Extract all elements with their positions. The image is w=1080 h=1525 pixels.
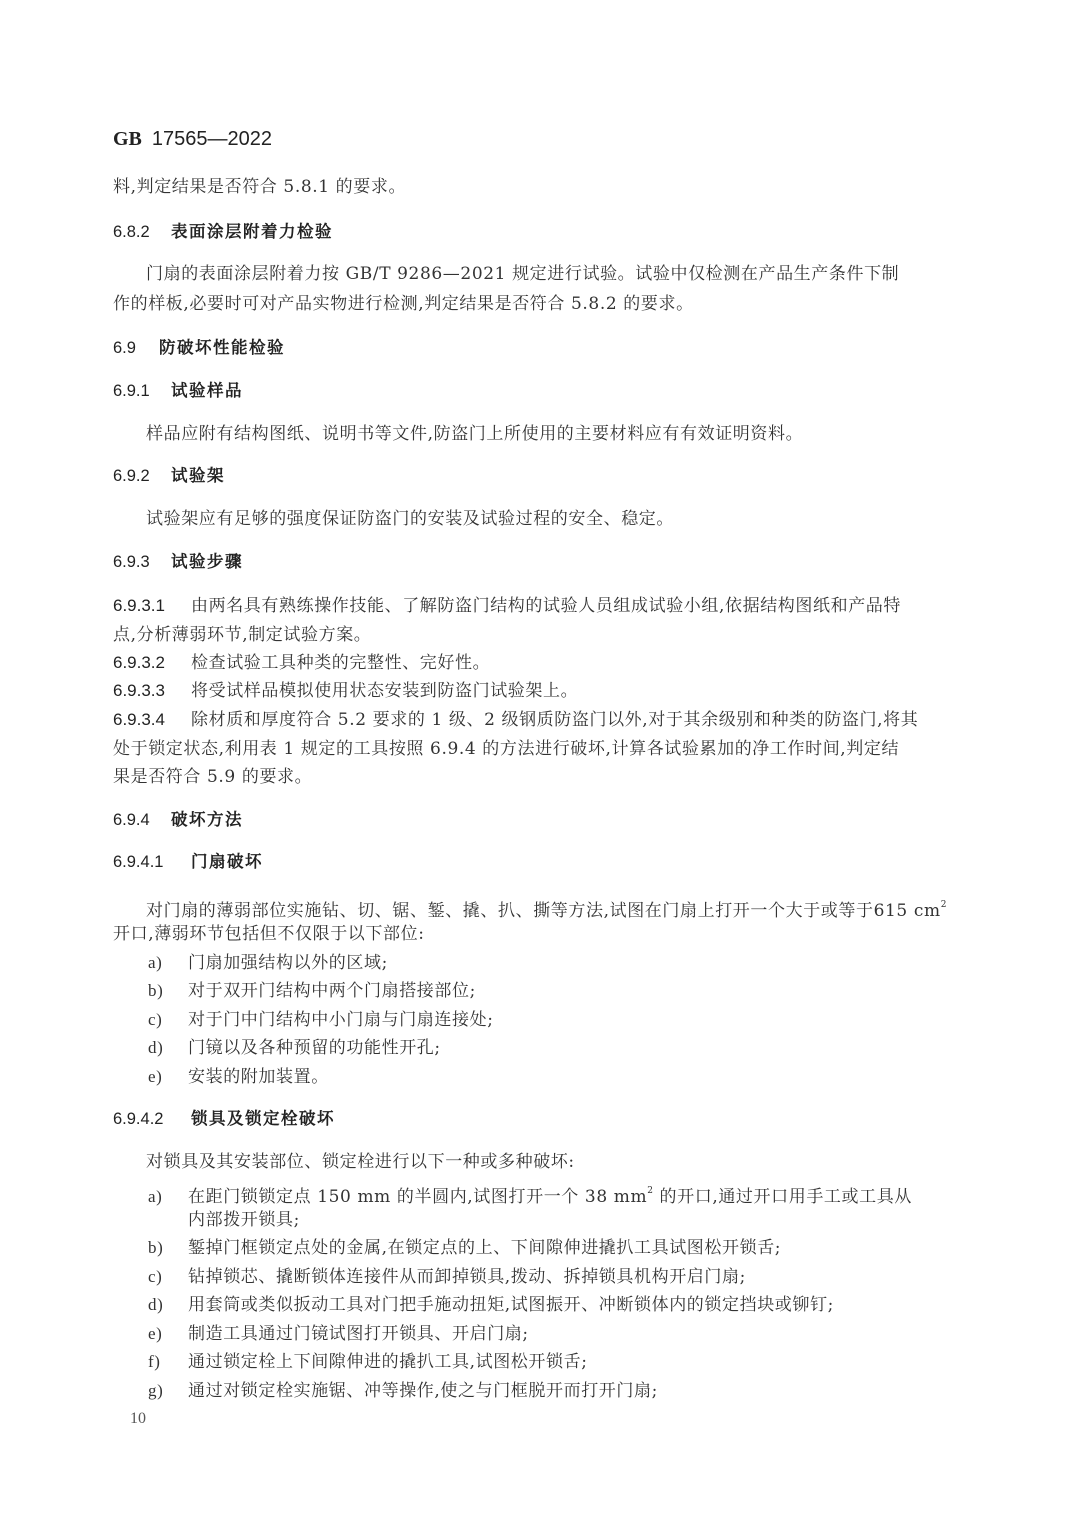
list-marker: a) <box>148 953 163 972</box>
section-heading-6-9-1 <box>113 379 243 403</box>
clause-number: 6.9.3.2 <box>113 653 165 672</box>
clause-number: 6.9.3.1 <box>113 596 165 615</box>
section-number: 6.9.4.2 <box>113 1110 164 1128</box>
list-item <box>148 1036 441 1060</box>
section-number: 6.9.2 <box>113 467 150 485</box>
list-text: 用套筒或类似扳动工具对门把手施动扭矩,试图振开、冲断锁体内的锁定挡块或铆钉; <box>188 1295 834 1315</box>
list-marker: a) <box>148 1187 163 1206</box>
paragraph-line: 开口,薄弱环节包括但不仅限于以下部位: <box>113 924 425 944</box>
list-marker: c) <box>148 1267 163 1286</box>
section-heading-6-9-3 <box>113 550 243 574</box>
clause-text: 检查试验工具种类的完整性、完好性。 <box>191 653 491 673</box>
section-title: 锁具及锁定栓破坏 <box>191 1109 335 1128</box>
clause-6-9-3-3 <box>113 679 578 703</box>
list-text: 的开口,通过开口用手工或工具从 <box>653 1187 912 1207</box>
paragraph-continuation: 料,判定结果是否符合 5.8.1 的要求。 <box>113 177 407 197</box>
clause-text: 由两名具有熟练操作技能、了解防盗门结构的试验人员组成试验小组,依据结构图纸和产品特 <box>191 596 902 616</box>
list-item <box>148 1179 912 1209</box>
paragraph-line: 试验架应有足够的强度保证防盗门的安装及试验过程的安全、稳定。 <box>146 509 674 529</box>
list-marker: d) <box>148 1038 164 1057</box>
clause-6-9-3-2 <box>113 651 490 675</box>
list-text: 通过锁定栓上下间隙伸进的撬扒工具,试图松开锁舌; <box>188 1352 588 1372</box>
section-heading-6-9 <box>113 336 285 360</box>
section-heading-6-9-4-1 <box>113 850 263 874</box>
section-title: 试验样品 <box>171 381 243 400</box>
superscript: 2 <box>647 1186 654 1196</box>
section-number: 6.9.4.1 <box>113 853 164 871</box>
list-marker: d) <box>148 1295 164 1314</box>
list-item <box>148 1350 588 1374</box>
list-text: 安装的附加装置。 <box>188 1067 329 1087</box>
list-item-continuation: 内部拨开锁具; <box>188 1210 300 1230</box>
list-text: 门扇加强结构以外的区域; <box>188 953 388 973</box>
list-marker: e) <box>148 1067 163 1086</box>
list-marker: f) <box>148 1352 161 1371</box>
clause-text: 除材质和厚度符合 5.2 要求的 1 级、2 级钢质防盗门以外,对于其余级别和种类的防盗门,将其 <box>191 710 919 730</box>
section-number: 6.9.4 <box>113 811 150 829</box>
paragraph-line: 果是否符合 5.9 的要求。 <box>113 767 313 787</box>
clause-number: 6.9.3.4 <box>113 710 165 729</box>
paragraph-text: 对门扇的薄弱部位实施钻、切、锯、錾、撬、扒、撕等方法,试图在门扇上打开一个大于或等于615 cm <box>146 901 941 921</box>
clause-6-9-3-1 <box>113 594 901 618</box>
section-heading-6-8-2 <box>113 220 333 244</box>
document-header <box>113 128 272 151</box>
section-title: 试验步骤 <box>171 552 243 571</box>
list-item <box>148 951 388 975</box>
standard-prefix: GB <box>113 128 142 150</box>
list-text: 门镜以及各种预留的功能性开孔; <box>188 1038 441 1058</box>
paragraph-line: 对锁具及其安装部位、锁定栓进行以下一种或多种破坏: <box>146 1152 575 1172</box>
section-heading-6-9-2 <box>113 464 225 488</box>
list-item <box>148 1379 658 1403</box>
list-item <box>148 1293 834 1317</box>
page-number: 10 <box>130 1410 146 1427</box>
section-number: 6.9.1 <box>113 382 150 400</box>
section-title: 表面涂层附着力检验 <box>171 222 333 241</box>
section-number: 6.9 <box>113 339 136 357</box>
paragraph-line: 点,分析薄弱环节,制定试验方案。 <box>113 625 372 645</box>
section-title: 门扇破坏 <box>191 852 263 871</box>
list-marker: c) <box>148 1010 163 1029</box>
list-item <box>148 1322 529 1346</box>
paragraph-line: 处于锁定状态,利用表 1 规定的工具按照 6.9.4 的方法进行破坏,计算各试验累加的净工作时间,判定结 <box>113 739 900 759</box>
section-title: 防破坏性能检验 <box>159 338 285 357</box>
paragraph-line: 作的样板,必要时可对产品实物进行检测,判定结果是否符合 5.8.2 的要求。 <box>113 294 694 314</box>
section-title: 试验架 <box>171 466 225 485</box>
list-marker: g) <box>148 1381 164 1400</box>
list-item <box>148 1008 494 1032</box>
section-number: 6.9.3 <box>113 553 150 571</box>
section-heading-6-9-4-2 <box>113 1107 335 1131</box>
list-text: 对于门中门结构中小门扇与门扇连接处; <box>188 1010 494 1030</box>
list-marker: b) <box>148 1238 164 1257</box>
list-item <box>148 1065 329 1089</box>
list-text: 在距门锁锁定点 150 mm 的半圆内,试图打开一个 38 mm <box>188 1187 648 1207</box>
section-number: 6.8.2 <box>113 223 150 241</box>
clause-text: 将受试样品模拟使用状态安装到防盗门试验架上。 <box>191 681 579 701</box>
paragraph-line <box>146 893 947 923</box>
list-item <box>148 979 476 1003</box>
list-item <box>148 1236 781 1260</box>
list-marker: b) <box>148 981 164 1000</box>
standard-code: 17565—2022 <box>151 128 273 150</box>
list-marker: e) <box>148 1324 163 1343</box>
list-text: 对于双开门结构中两个门扇搭接部位; <box>188 981 476 1001</box>
section-heading-6-9-4 <box>113 808 243 832</box>
list-text: 钻掉锁芯、撬断锁体连接件从而卸掉锁具,拨动、拆掉锁具机构开启门扇; <box>188 1267 746 1287</box>
list-item <box>148 1265 746 1289</box>
list-text: 通过对锁定栓实施锯、冲等操作,使之与门框脱开而打开门扇; <box>188 1381 658 1401</box>
section-title: 破坏方法 <box>171 810 243 829</box>
clause-number: 6.9.3.3 <box>113 681 165 700</box>
list-text: 制造工具通过门镜试图打开锁具、开启门扇; <box>188 1324 529 1344</box>
paragraph-line: 样品应附有结构图纸、说明书等文件,防盗门上所使用的主要材料应有有效证明资料。 <box>146 424 804 444</box>
list-text: 錾掉门框锁定点处的金属,在锁定点的上、下间隙伸进撬扒工具试图松开锁舌; <box>188 1238 782 1258</box>
superscript: 2 <box>940 900 948 910</box>
clause-6-9-3-4 <box>113 708 918 732</box>
paragraph-line: 门扇的表面涂层附着力按 GB/T 9286—2021 规定进行试验。试验中仅检测在产品生产条件下制 <box>146 264 900 284</box>
